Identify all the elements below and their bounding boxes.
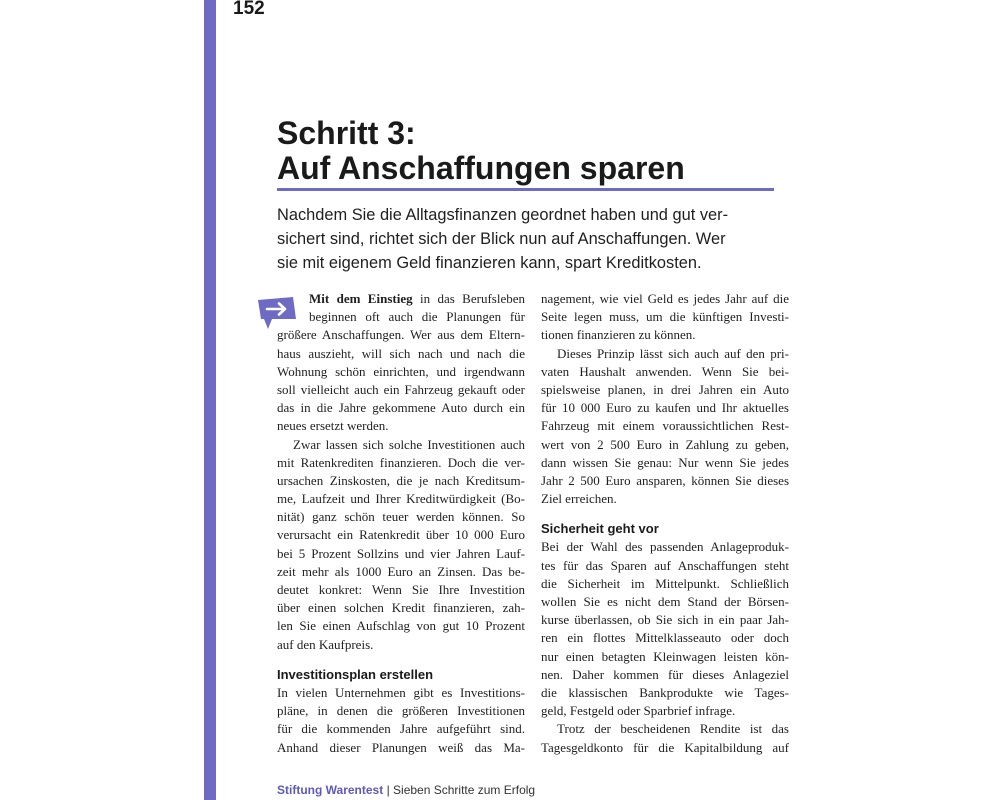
text-line: Trotz der bescheidenen Rendite ist das <box>557 721 789 737</box>
lead-phrase: Mit dem Einstieg <box>309 291 413 306</box>
text-line: vaten Haushalt anwenden. Wenn Sie bei- <box>541 363 789 379</box>
text-line: soll vielleicht auch ein Fahrzeug gekauft oder <box>277 381 525 397</box>
footer-book-title: Sieben Schritte zum Erfolg <box>393 783 536 797</box>
text-line: nagement, wie viel Geld es jedes Jahr auf die <box>541 291 789 306</box>
chapter-title-line-1: Schritt 3: <box>277 115 416 151</box>
text-line: In vielen Unternehmen gibt es Investitions- <box>277 684 525 700</box>
text-line: beginnen oft auch die Planungen für <box>309 309 525 325</box>
text-line: mit Ratenkrediten finanzieren. Doch die ver- <box>277 454 525 470</box>
subheading-sicherheit: Sicherheit geht vor <box>541 521 659 537</box>
text-line: größere Anschaffungen. Wer aus dem Eltern- <box>277 327 525 343</box>
lead-rest: in das Berufsleben <box>412 291 525 306</box>
text-line: die Sicherheit im Mittelpunkt. Schließlich <box>541 575 789 591</box>
text-line: über einen solchen Kredit finanzieren, zah- <box>277 600 525 616</box>
text-line: dann wissen Sie genau: Nur wenn Sie jedes <box>541 454 789 470</box>
intro-line: Nachdem Sie die Alltagsfinanzen geordnet haben und gut ver- <box>277 206 729 224</box>
text-line: nur einen betagten Kleinwagen leisten kön- <box>541 648 789 664</box>
footer-separator: | <box>386 783 390 797</box>
text-line: für 10 000 Euro zu kaufen und Ihr aktuelles <box>541 400 789 416</box>
paragraph-gap <box>541 508 789 520</box>
text-line: Ziel erreichen. <box>541 491 617 507</box>
subheading-investitionsplan: Investitionsplan erstellen <box>277 666 434 682</box>
intro-paragraph <box>277 203 797 275</box>
text-line: Bei der Wahl des passenden Anlageproduk- <box>541 539 789 555</box>
text-line: die klassischen Bankprodukte wie Tages- <box>541 684 789 700</box>
text-line: wollen Sie es nicht dem Stand der Börsen- <box>541 594 789 610</box>
text-line: deutet konkret: Wenn Sie Ihre Investition <box>277 582 525 597</box>
text-line: Dieses Prinzip lässt sich auch auf den pri- <box>557 345 789 361</box>
page-footer <box>277 783 535 797</box>
text-line: pläne, in denen die größeren Investitionen <box>277 703 525 719</box>
text-line: ursachen Zinskosten, die je nach Kreditsum- <box>277 472 525 488</box>
text-line: geld, Festgeld oder Sparbrief infrage. <box>541 703 736 719</box>
paragraph-gap <box>277 654 525 666</box>
text-line: nität) ganz schön teuer werden können. So <box>277 509 525 525</box>
text-line: Tagesgeldkonto für die Kapitalbildung auf <box>541 739 789 755</box>
text-line: Anhand dieser Planungen weiß das Ma- <box>277 739 525 755</box>
text-line: auf den Kaufpreis. <box>277 636 374 652</box>
footer-brand: Stiftung Warentest <box>277 783 384 797</box>
text-line <box>277 290 525 308</box>
intro-line: sichert sind, richtet sich der Blick nun auf Anschaffungen. Wer <box>277 230 726 248</box>
text-line: nen. Daher kommen für dieses Anlageziel <box>541 666 789 682</box>
text-line: für die kommenden Jahre aufgeführt sind. <box>277 721 525 737</box>
text-line: Wohnung schön einrichten, und irgendwann <box>277 363 525 379</box>
text-line: ren ein flottes Mittelklasseauto oder doch <box>541 630 789 646</box>
text-line: das in die Jahre gekommene Auto durch ein <box>277 400 525 416</box>
text-line: neues ersetzt werden. <box>277 418 389 434</box>
right-column <box>541 290 789 757</box>
text-line: Zwar lassen sich solche Investitionen auch <box>293 436 525 452</box>
text-line: wert von 2 500 Euro in Zahlung zu geben, <box>541 436 789 452</box>
text-line: me, Laufzeit und Ihrer Kreditwürdigkeit (Bo- <box>277 491 525 507</box>
text-line: Fahrzeug mit einem voraussichtlichen Rest- <box>541 418 789 434</box>
left-column <box>277 290 525 757</box>
text-line: spielsweise planen, in drei Jahren ein Auto <box>541 381 789 397</box>
text-line: zeit mehr als 1000 Euro an Zinsen. Das be- <box>277 563 525 579</box>
intro-line: sie mit eigenem Geld finanzieren kann, spart Kreditkosten. <box>277 254 702 272</box>
text-line: bei 5 Prozent Sollzins und vier Jahren Lauf- <box>277 545 525 561</box>
text-line: haus auszieht, will sich nach und nach die <box>277 345 525 361</box>
text-line: Seite legen muss, um die künftigen Investi- <box>541 309 789 325</box>
title-underline <box>277 188 774 191</box>
text-line: Jahr 2 500 Euro ansparen, können Sie dieses <box>541 472 789 488</box>
side-accent-bar <box>204 0 216 800</box>
chapter-title <box>277 116 797 186</box>
text-line: verursacht ein Ratenkredit über 10 000 Euro <box>277 527 525 543</box>
text-line: tionen finanzieren zu können. <box>541 327 696 343</box>
chapter-title-line-2: Auf Anschaffungen sparen <box>277 150 685 186</box>
text-line: kurse überlassen, ob Sie sich in ein paar Jah- <box>541 612 789 628</box>
text-line: tes für das Sparen auf Anschaffungen steht <box>541 557 789 573</box>
page-number: 152 <box>233 0 265 19</box>
text-line: len Sie einen Aufschlag von gut 10 Prozent <box>277 618 525 634</box>
